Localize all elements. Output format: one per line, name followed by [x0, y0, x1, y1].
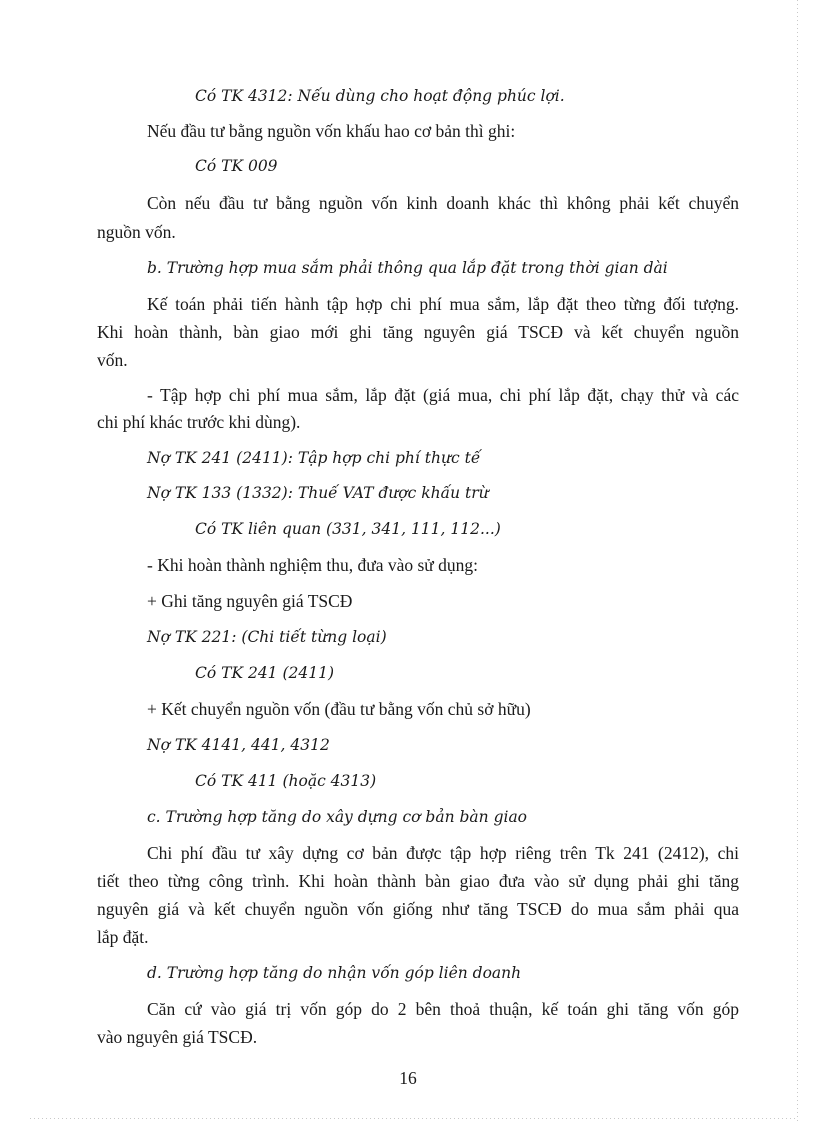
- paragraph-line: nguồn vốn.: [97, 222, 176, 242]
- entry-debit-133: Nợ TK 133 (1332): Thuế VAT được khấu trừ: [147, 484, 489, 502]
- paragraph-line: - Khi hoàn thành nghiệm thu, đưa vào sử dụng:: [147, 555, 479, 575]
- entry-credit-241: Có TK 241 (2411): [195, 664, 335, 682]
- section-heading-b: b. Trường hợp mua sắm phải thông qua lắp đặt trong thời gian dài: [147, 259, 668, 277]
- entry-credit-009: Có TK 009: [195, 157, 278, 175]
- section-heading-d: d. Trường hợp tăng do nhận vốn góp liên doanh: [147, 964, 522, 982]
- page-edge-bottom: [30, 1118, 798, 1119]
- paragraph-line: Nếu đầu tư bằng nguồn vốn khấu hao cơ bản thì ghi:: [147, 121, 516, 141]
- section-heading-c: c. Trường hợp tăng do xây dựng cơ bản bàn giao: [147, 808, 528, 826]
- paragraph-line: vào nguyên giá TSCĐ.: [97, 1027, 258, 1047]
- paragraph-line: + Kết chuyển nguồn vốn (đầu tư bằng vốn chủ sở hữu): [147, 699, 531, 719]
- paragraph-line: + Ghi tăng nguyên giá TSCĐ: [147, 591, 353, 611]
- paragraph-line: tiết theo từng công trình. Khi hoàn thành bàn giao đưa vào sử dụng phải ghi tăng: [97, 871, 739, 891]
- paragraph-line: chi phí khác trước khi dùng).: [97, 412, 301, 432]
- paragraph-line: Kế toán phải tiến hành tập hợp chi phí mua sắm, lắp đặt theo từng đối tượng.: [147, 294, 739, 314]
- entry-debit-241: Nợ TK 241 (2411): Tập hợp chi phí thực tế: [147, 449, 481, 467]
- paragraph-line: Chi phí đầu tư xây dựng cơ bản được tập hợp riêng trên Tk 241 (2412), chi: [147, 843, 739, 863]
- paragraph-line: Khi hoàn thành, bàn giao mới ghi tăng nguyên giá TSCĐ và kết chuyển nguồn: [97, 322, 739, 342]
- paragraph-line: lắp đặt.: [97, 927, 149, 947]
- entry-credit-4312: Có TK 4312: Nếu dùng cho hoạt động phúc lợi.: [195, 87, 565, 105]
- entry-credit-related: Có TK liên quan (331, 341, 111, 112...): [195, 520, 501, 538]
- page-edge-right: [797, 0, 798, 1123]
- paragraph-line: - Tập hợp chi phí mua sắm, lắp đặt (giá mua, chi phí lắp đặt, chạy thử và các: [147, 385, 739, 405]
- paragraph-line: Còn nếu đầu tư bằng nguồn vốn kinh doanh khác thì không phải kết chuyển: [147, 193, 739, 213]
- paragraph-line: Căn cứ vào giá trị vốn góp do 2 bên thoả thuận, kế toán ghi tăng vốn góp: [147, 999, 739, 1019]
- paragraph-line: nguyên giá và kết chuyển nguồn vốn giống như tăng TSCĐ do mua sắm phải qua: [97, 899, 739, 919]
- page-number: 16: [399, 1068, 417, 1088]
- paragraph-line: vốn.: [97, 350, 128, 370]
- entry-debit-4141: Nợ TK 4141, 441, 4312: [147, 736, 330, 754]
- entry-credit-411: Có TK 411 (hoặc 4313): [195, 772, 377, 790]
- entry-debit-221: Nợ TK 221: (Chi tiết từng loại): [147, 628, 387, 646]
